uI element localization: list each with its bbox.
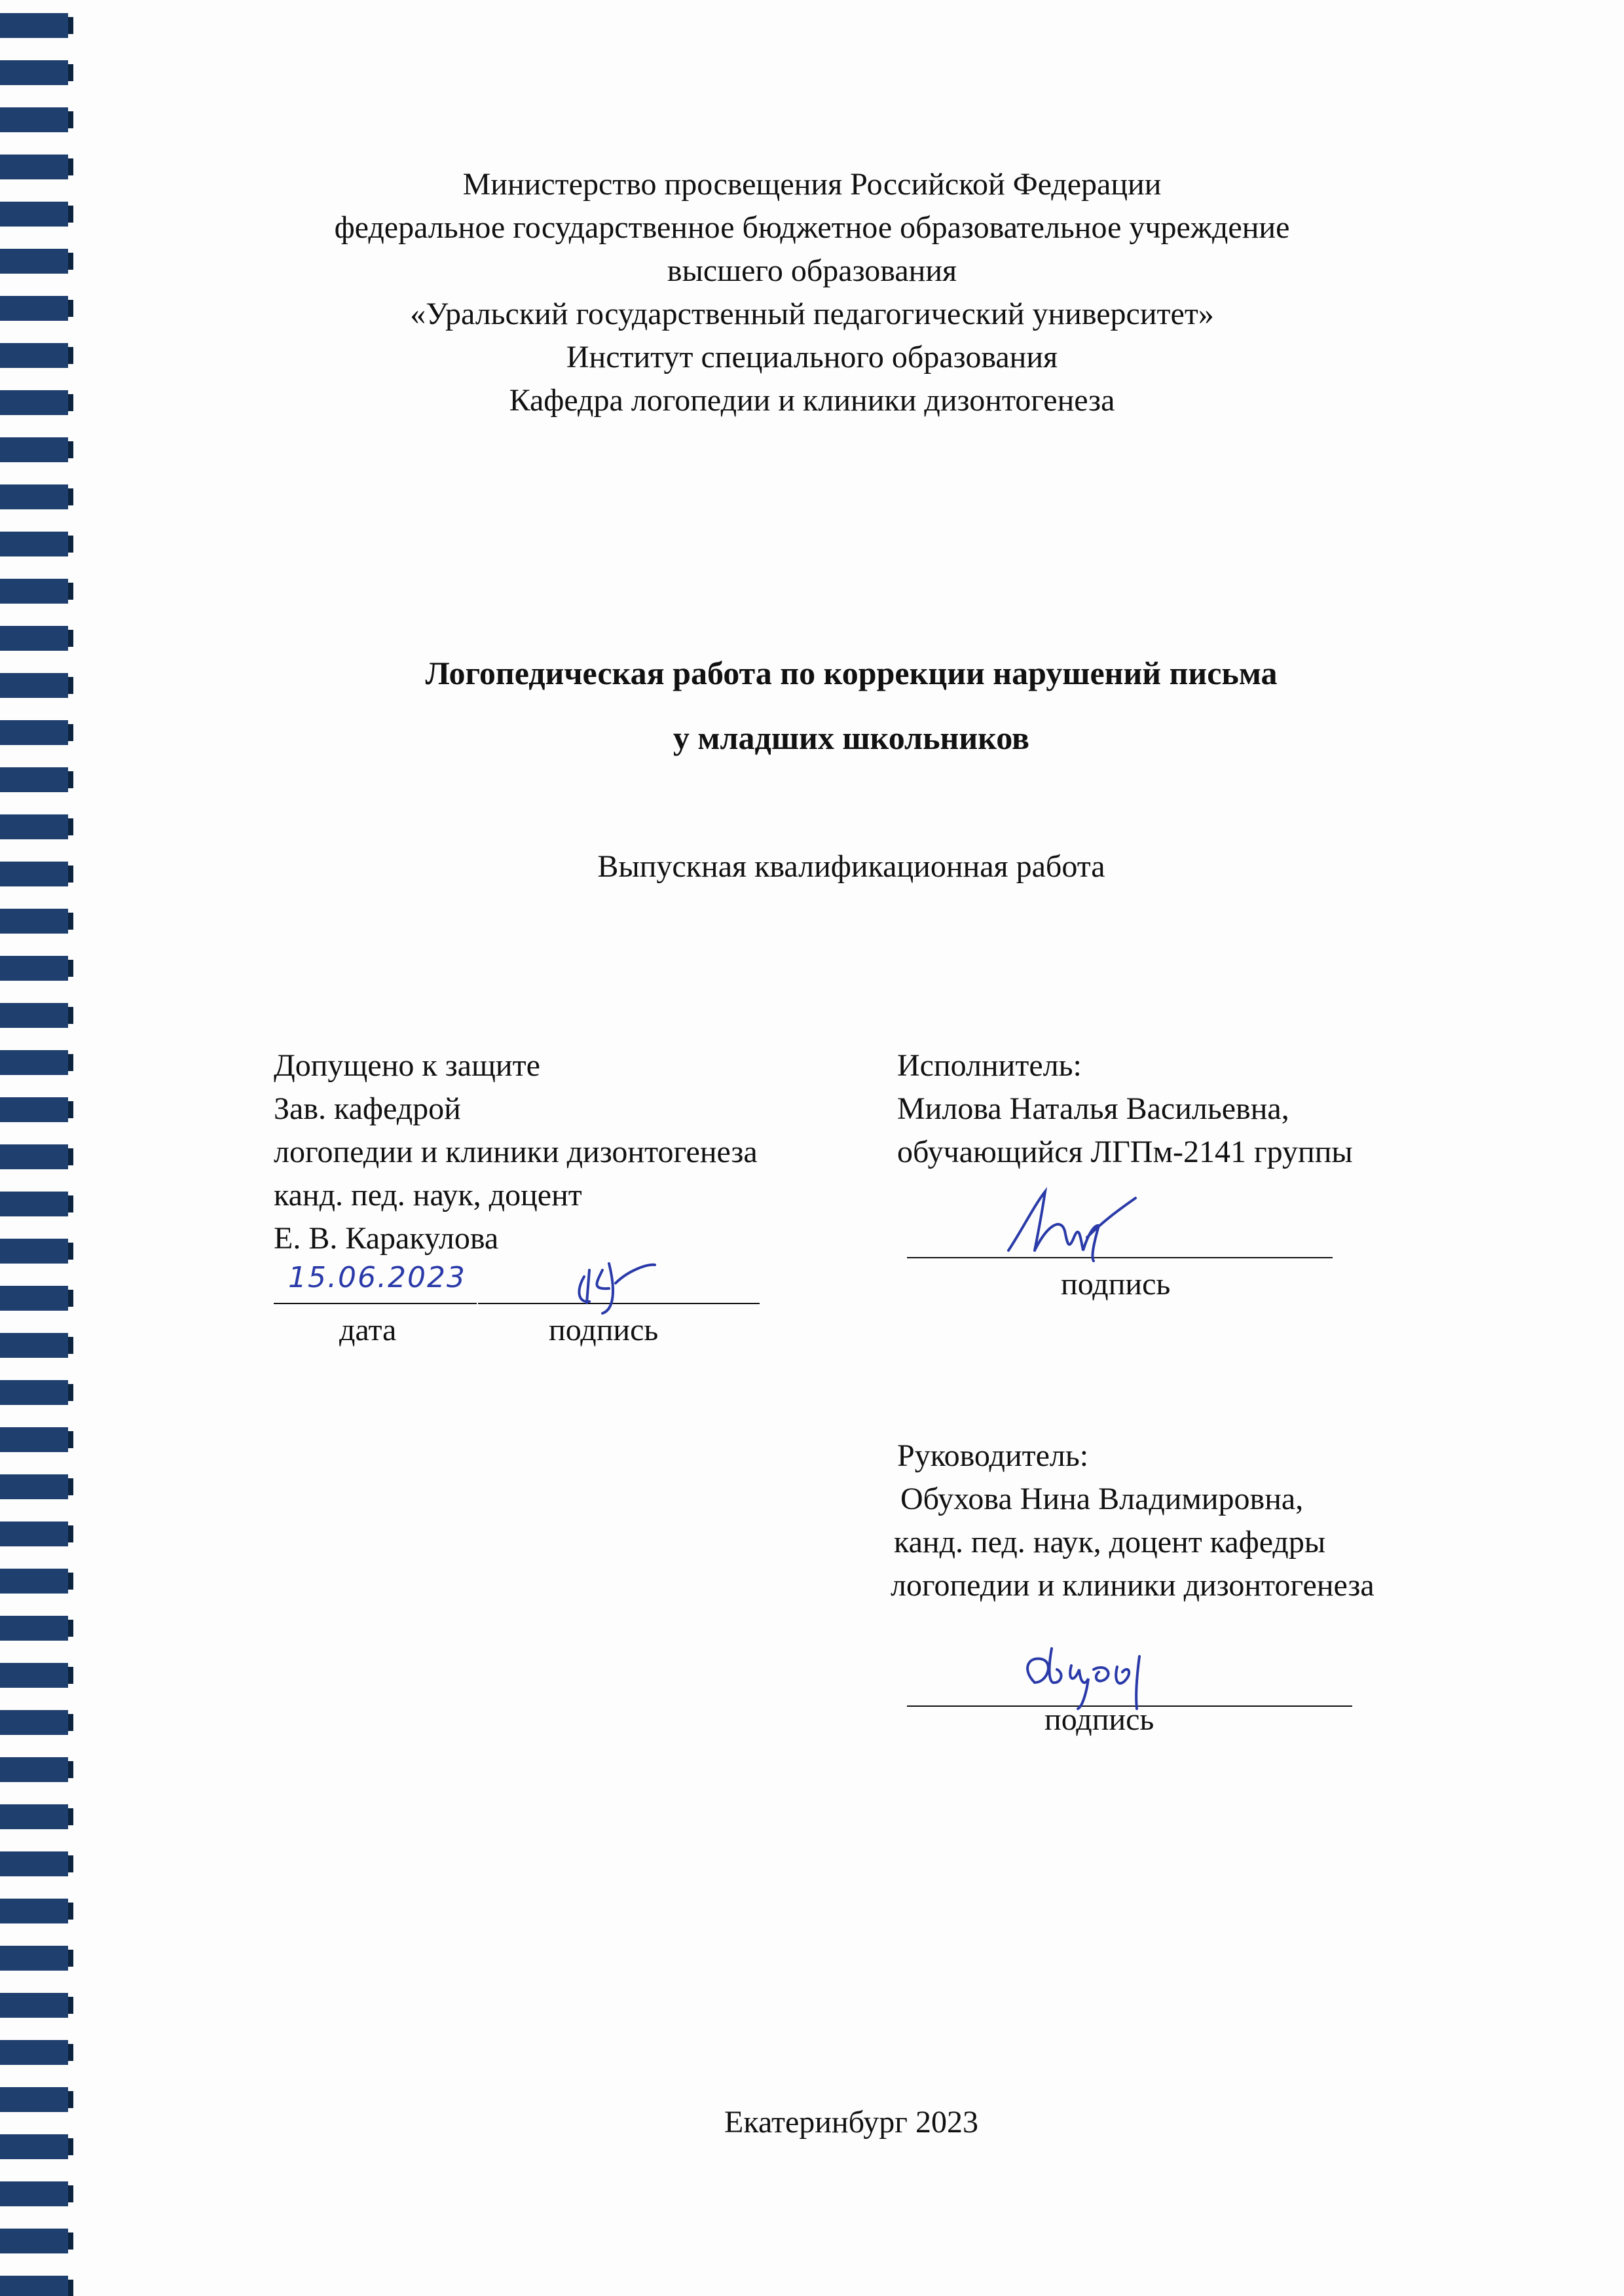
- binding-hole-shadow: [68, 818, 73, 835]
- binding-hole-shadow: [68, 2280, 73, 2296]
- binding-hole: [0, 626, 68, 651]
- binding-hole-shadow: [68, 1997, 73, 2014]
- binding-hole: [0, 814, 68, 839]
- binding-hole-shadow: [68, 1431, 73, 1448]
- work-type: Выпускная квалификационная работа: [597, 849, 1105, 884]
- department-line: Кафедра логопедии и клиники дизонтогенеза: [509, 383, 1115, 418]
- thesis-title-line-2: у младших школьников: [673, 720, 1030, 756]
- binding-hole-shadow: [68, 1148, 73, 1165]
- binding-hole-shadow: [68, 1525, 73, 1542]
- binding-hole-shadow: [68, 630, 73, 647]
- binding-hole-shadow: [68, 1195, 73, 1212]
- date-caption: дата: [339, 1313, 397, 1347]
- binding-hole: [0, 2229, 68, 2253]
- binding-hole: [0, 720, 68, 745]
- binding-hole: [0, 1616, 68, 1641]
- binding-hole: [0, 60, 68, 85]
- binding-hole-shadow: [68, 1384, 73, 1401]
- binding-hole-shadow: [68, 2185, 73, 2202]
- handwritten-date: 15.06.2023: [288, 1261, 466, 1294]
- binding-hole-shadow: [68, 536, 73, 553]
- binding-hole: [0, 2181, 68, 2206]
- binding-hole-shadow: [68, 1950, 73, 1967]
- author-signature: [995, 1178, 1139, 1264]
- binding-hole-shadow: [68, 1855, 73, 1872]
- binding-hole-shadow: [68, 2044, 73, 2061]
- supervisor-department: логопедии и клиники дизонтогенеза: [891, 1568, 1375, 1603]
- binding-hole: [0, 1144, 68, 1169]
- binding-hole: [0, 1710, 68, 1735]
- binding-hole: [0, 862, 68, 886]
- thesis-title-line-1: Логопедическая работа по коррекции нарушений письма: [425, 655, 1278, 691]
- binding-hole-shadow: [68, 724, 73, 741]
- binding-hole-shadow: [68, 583, 73, 600]
- author-label: Исполнитель:: [897, 1048, 1082, 1083]
- department-name: логопедии и клиники дизонтогенеза: [274, 1135, 758, 1169]
- head-signature-caption: подпись: [549, 1313, 659, 1347]
- binding-hole: [0, 437, 68, 462]
- binding-hole: [0, 1851, 68, 1876]
- binding-hole: [0, 2087, 68, 2112]
- binding-hole-shadow: [68, 1903, 73, 1920]
- binding-hole-shadow: [68, 1290, 73, 1307]
- binding-hole-shadow: [68, 441, 73, 458]
- binding-hole-shadow: [68, 1761, 73, 1778]
- binding-hole: [0, 1003, 68, 1028]
- binding-hole: [0, 1946, 68, 1971]
- binding-hole: [0, 673, 68, 698]
- author-group: обучающийся ЛГПм-2141 группы: [897, 1135, 1353, 1169]
- binding-hole: [0, 1427, 68, 1452]
- binding-hole-shadow: [68, 913, 73, 930]
- binding-hole: [0, 1286, 68, 1311]
- binding-hole: [0, 532, 68, 556]
- date-line: [274, 1303, 477, 1304]
- head-of-department-label: Зав. кафедрой: [274, 1091, 461, 1126]
- university-name-line: «Уральский государственный педагогический университет»: [410, 297, 1214, 331]
- binding-hole: [0, 1239, 68, 1264]
- city-year: Екатеринбург 2023: [724, 2105, 978, 2140]
- binding-hole-shadow: [68, 960, 73, 977]
- binding-hole-shadow: [68, 771, 73, 788]
- binding-hole: [0, 107, 68, 132]
- binding-hole: [0, 956, 68, 981]
- binding-hole-shadow: [68, 17, 73, 34]
- education-level-line: высшего образования: [667, 253, 957, 288]
- supervisor-label: Руководитель:: [897, 1438, 1089, 1473]
- binding-hole-shadow: [68, 1101, 73, 1118]
- binding-hole-shadow: [68, 1714, 73, 1731]
- binding-hole-shadow: [68, 1337, 73, 1354]
- binding-hole: [0, 1804, 68, 1829]
- binding-hole: [0, 909, 68, 934]
- binding-hole: [0, 13, 68, 38]
- binding-hole-shadow: [68, 1007, 73, 1024]
- binding-hole: [0, 1192, 68, 1216]
- binding-hole: [0, 1380, 68, 1405]
- binding-hole-shadow: [68, 1573, 73, 1590]
- binding-hole: [0, 1522, 68, 1546]
- ministry-line: Министерство просвещения Российской Федерации: [462, 167, 1162, 202]
- author-signature-caption: подпись: [1061, 1267, 1171, 1302]
- author-name: Милова Наталья Васильевна,: [897, 1091, 1289, 1126]
- binding-hole-shadow: [68, 1478, 73, 1495]
- binding-hole: [0, 2134, 68, 2159]
- binding-hole-shadow: [68, 677, 73, 694]
- binding-hole-shadow: [68, 1667, 73, 1684]
- binding-hole-shadow: [68, 2232, 73, 2250]
- binding-hole-shadow: [68, 2091, 73, 2108]
- binding-hole: [0, 2040, 68, 2065]
- binding-hole-shadow: [68, 2138, 73, 2155]
- binding-hole-shadow: [68, 1243, 73, 1260]
- binding-hole: [0, 2276, 68, 2296]
- binding-hole-shadow: [68, 1054, 73, 1071]
- supervisor-position: канд. пед. наук, доцент кафедры: [894, 1525, 1326, 1559]
- binding-hole: [0, 1993, 68, 2018]
- institution-type-line: федеральное государственное бюджетное образовательное учреждение: [334, 210, 1290, 245]
- binding-hole: [0, 1050, 68, 1075]
- binding-hole: [0, 1333, 68, 1358]
- head-name: Е. В. Каракулова: [274, 1221, 499, 1256]
- binding-hole: [0, 1474, 68, 1499]
- binding-hole: [0, 1757, 68, 1782]
- admission-label: Допущено к защите: [274, 1048, 540, 1083]
- academic-degree: канд. пед. наук, доцент: [274, 1178, 582, 1212]
- head-signature: [563, 1250, 661, 1316]
- binding-hole: [0, 1569, 68, 1594]
- binding-hole-shadow: [68, 1808, 73, 1825]
- binding-hole-shadow: [68, 64, 73, 81]
- binding-hole: [0, 579, 68, 604]
- binding-hole-shadow: [68, 1620, 73, 1637]
- supervisor-signature-caption: подпись: [1044, 1702, 1154, 1737]
- binding-hole-shadow: [68, 866, 73, 883]
- binding-hole: [0, 767, 68, 792]
- binding-hole: [0, 1663, 68, 1688]
- binding-hole-shadow: [68, 111, 73, 128]
- binding-hole: [0, 1097, 68, 1122]
- binding-hole: [0, 1899, 68, 1923]
- institute-line: Институт специального образования: [566, 340, 1058, 374]
- supervisor-name: Обухова Нина Владимировна,: [900, 1482, 1304, 1516]
- binding-hole: [0, 484, 68, 509]
- binding-hole-shadow: [68, 488, 73, 505]
